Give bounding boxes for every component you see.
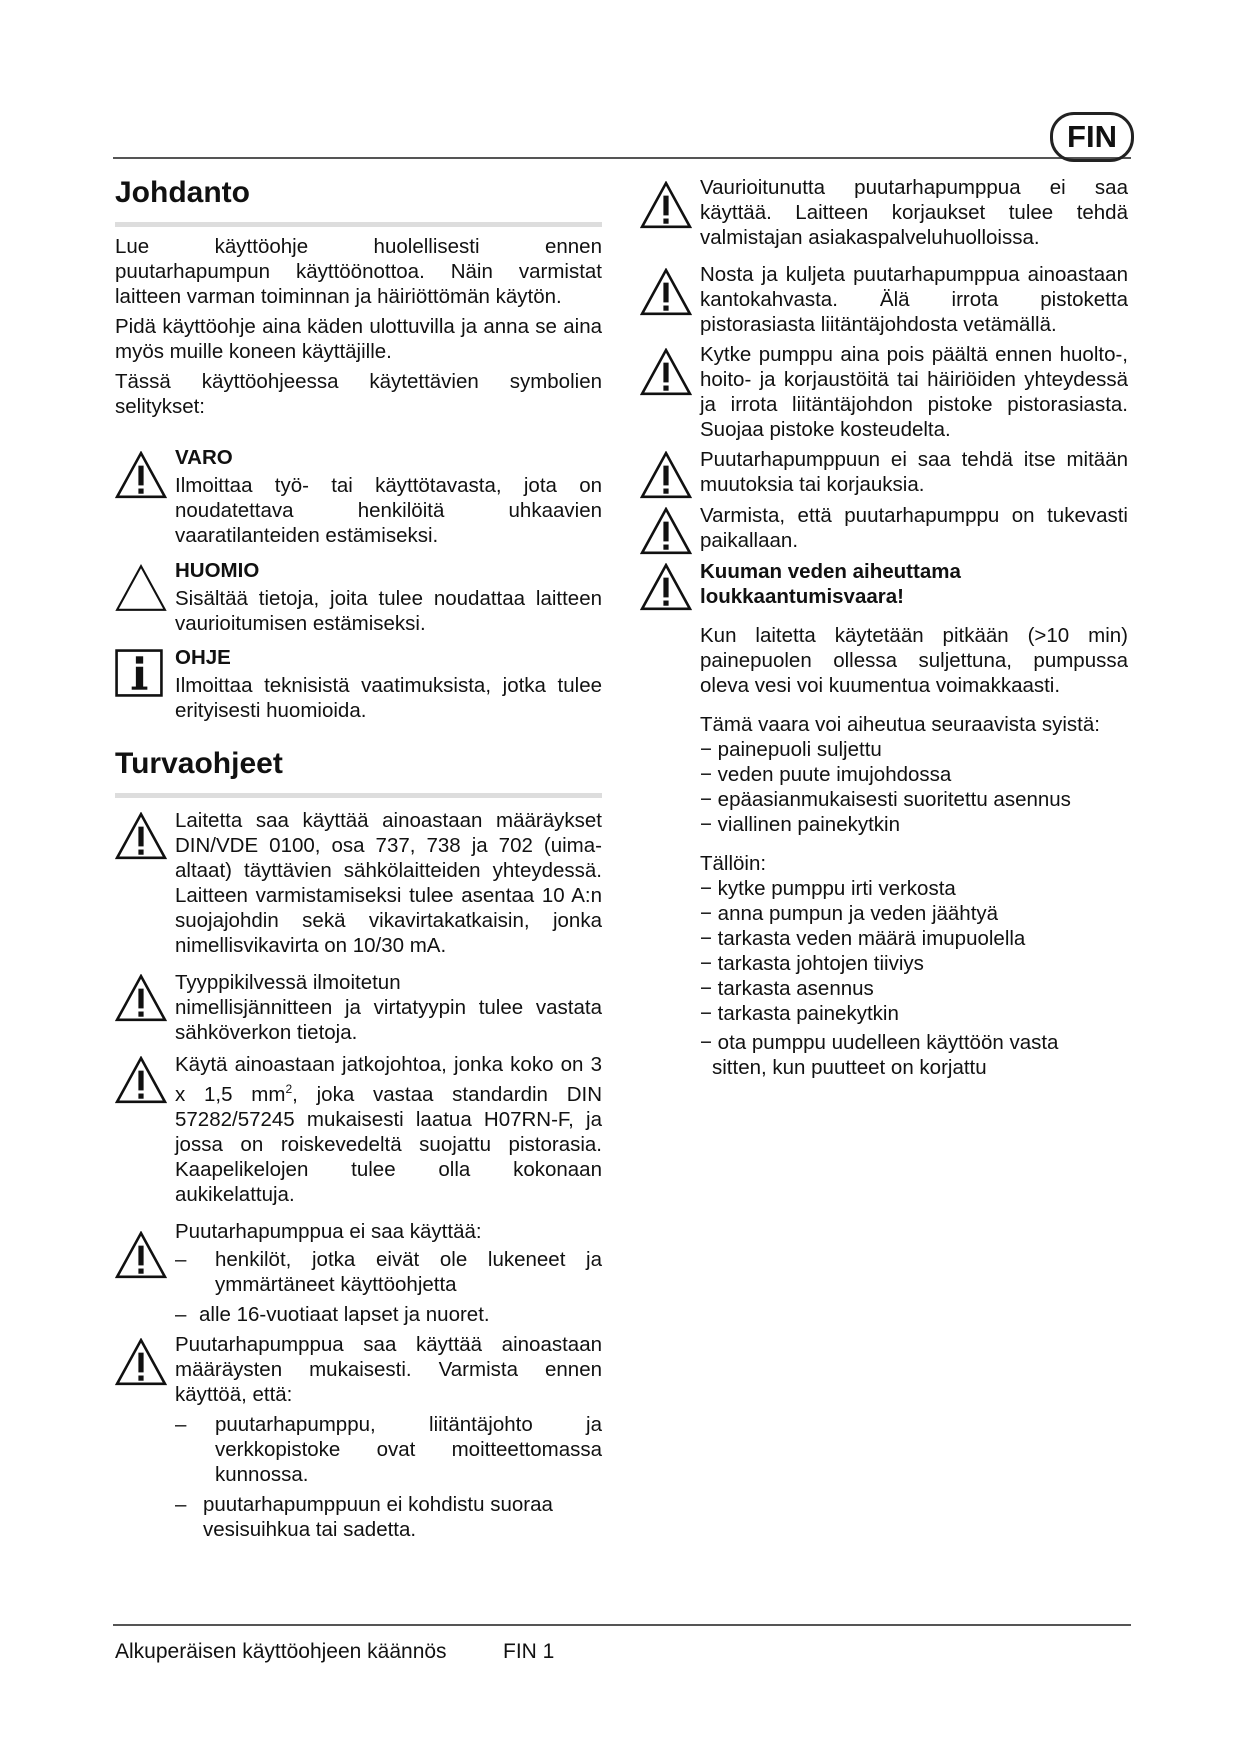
safety-item-5: [115, 1332, 602, 1542]
intro-paragraph-1b: puutarhapumpun käyttöönottoa. Näin varmistat laitteen varman toiminnan ja häiriöttömän käytön.: [115, 260, 602, 308]
warning-icon: [640, 507, 692, 555]
action-item: − kytke pumppu irti verkosta: [700, 877, 956, 900]
intro-paragraph-3: Tässä käyttöohjeessa käytettävien symbolien selitykset:: [115, 370, 602, 418]
right-item-1: [640, 175, 1128, 250]
safety-heading: Turvaohjeet: [115, 747, 283, 780]
warning-icon: [640, 451, 692, 499]
dash-bullet: –: [175, 1247, 187, 1271]
safety-item-4: [115, 1219, 602, 1327]
dash-bullet: –: [175, 1302, 187, 1326]
hot-water-warning-title: Kuuman veden aiheuttama loukkaantumisvaara!: [700, 560, 961, 608]
safety-text-2b: nimellisjännitteen ja virtatyypin tulee vastata sähköverkon tietoja.: [175, 996, 602, 1044]
right-text-4: Puutarhapumppuun ei saa tehdä itse mitään muutoksia tai korjauksia.: [700, 448, 1128, 496]
action-item: − tarkasta painekytkin: [700, 1002, 899, 1025]
right-item-3: [640, 342, 1128, 442]
safety-item-1: [115, 808, 602, 958]
page-number: FIN 1: [503, 1640, 555, 1663]
ohje-title: OHJE: [175, 646, 231, 669]
safety-5-bullet-1: [175, 1412, 602, 1487]
warning-icon: [640, 348, 692, 396]
symbol-varo: [115, 445, 602, 548]
safety-text-2a: Tyyppikilvessä ilmoitetun: [175, 971, 401, 994]
safety-text-3: [175, 1052, 602, 1207]
safety-text-3b: , joka vastaa standardin DIN 57282/57245 mukaisesti laatua H07RN-F, ja jossa on roiskevedeltä suojattu pistorasia. Kaapelikelojen tulee olla kokonaan aukikelattuja.: [175, 1082, 603, 1206]
intro-heading-bar: [115, 222, 602, 227]
safety-text-3-superscript: 2: [285, 1082, 293, 1096]
action-list: [700, 876, 1128, 1080]
language-badge: FIN: [1050, 112, 1134, 162]
huomio-title: HUOMIO: [175, 559, 260, 582]
intro-paragraph-1a: Lue käyttöohje huolellisesti ennen: [115, 235, 602, 258]
safety-4-bullet-2-text: alle 16-vuotiaat lapset ja nuoret.: [199, 1302, 490, 1326]
right-column: [640, 175, 1128, 1080]
safety-4-bullet-1-text: henkilöt, jotka eivät ole lukeneet ja ymmärtäneet käyttöohjetta: [215, 1247, 602, 1296]
safety-4-bullet-1: [175, 1247, 602, 1297]
footer-rule: [113, 1624, 1131, 1626]
right-item-4: [640, 447, 1128, 497]
right-text-2: Nosta ja kuljeta puutarhapumppua ainoastaan kantokahvasta. Älä irrota pistoketta pistorasiasta liitäntäjohdosta vetämällä.: [700, 263, 1128, 336]
right-item-6: [640, 559, 1128, 1080]
action-item: − ota pumppu uudelleen käyttöön vasta: [700, 1031, 1059, 1054]
safety-item-3: [115, 1052, 602, 1207]
symbol-ohje: [115, 645, 602, 723]
intro-heading: Johdanto: [115, 176, 250, 209]
dash-bullet: –: [175, 1412, 187, 1436]
right-text-1: Vaurioitunutta puutarhapumppua ei saa käyttää. Laitteen korjaukset tulee tehdä valmistajan asiakaspalveluhuolloissa.: [700, 176, 1128, 249]
warning-icon: [640, 268, 692, 316]
info-icon: [115, 649, 163, 697]
warning-icon: [115, 451, 167, 499]
hot-water-text-2: Tämä vaara voi aiheutua seuraavista syistä:: [700, 713, 1100, 736]
action-item: − tarkasta johtojen tiiviys: [700, 952, 924, 975]
intro-paragraph-2: Pidä käyttöohje aina käden ulottuvilla ja anna se aina myös muille koneen käyttäjille.: [115, 315, 602, 363]
safety-heading-bar: [115, 793, 602, 798]
warning-icon: [640, 181, 692, 229]
cause-item: − painepuoli suljettu: [700, 738, 882, 761]
varo-title: VARO: [175, 446, 233, 469]
safety-4-bullet-2: [175, 1302, 602, 1327]
warning-icon: [115, 1056, 167, 1104]
left-column: [115, 176, 602, 1542]
caution-icon: [115, 564, 167, 612]
huomio-text: Sisältää tietoja, joita tulee noudattaa laitteen vaurioitumisen estämiseksi.: [175, 587, 602, 635]
warning-icon: [115, 1231, 167, 1279]
warning-icon: [115, 1338, 167, 1386]
footer-text: Alkuperäisen käyttöohjeen käännös: [115, 1640, 447, 1663]
ohje-text: Ilmoittaa teknisistä vaatimuksista, jotka tulee erityisesti huomioida.: [175, 674, 602, 722]
varo-text: Ilmoittaa työ- tai käyttötavasta, jota on noudatettava henkilöitä uhkaavien vaaratilanteiden estämiseksi.: [175, 474, 602, 547]
safety-5-bullet-1-text: puutarhapumppu, liitäntäjohto ja verkkopistoke ovat moitteettomassa kunnossa.: [215, 1412, 602, 1486]
warning-icon: [115, 974, 167, 1022]
right-text-3: Kytke pumppu aina pois päältä ennen huolto-, hoito- ja korjaustöitä tai häiriöiden yhteydessä ja irrota liitäntäjohdon pistoke pistorasiasta. Suojaa pistoke kosteudelta.: [700, 343, 1128, 441]
cause-list: [700, 737, 1128, 837]
dash-bullet: –: [175, 1492, 187, 1516]
safety-text-4-intro: Puutarhapumppua ei saa käyttää:: [175, 1219, 482, 1243]
safety-text-1: Laitetta saa käyttää ainoastaan määräykset DIN/VDE 0100, osa 737, 738 ja 702 (uima-altaat) täyttävien sähkölaitteiden yhteydessä. Laitteen varmistamiseksi tulee asentaa 10 A:n suojajohdin sekä vikavirtakatkaisin, jonka nimellisvikavirta on 10/30 mA.: [175, 809, 602, 957]
warning-icon: [115, 812, 167, 860]
cause-item: − veden puute imujohdossa: [700, 763, 952, 786]
right-text-5: Varmista, että puutarhapumppu on tukevasti paikallaan.: [700, 504, 1128, 552]
header-rule: [113, 157, 1131, 159]
action-item: − tarkasta asennus: [700, 977, 874, 1000]
safety-5-bullet-2: [175, 1492, 602, 1542]
action-item: − anna pumpun ja veden jäähtyä: [700, 902, 999, 925]
safety-item-2: [115, 970, 602, 1045]
cause-item: − viallinen painekytkin: [700, 813, 900, 836]
safety-5-bullet-2-text: puutarhapumppuun ei kohdistu suoraa vesisuihkua tai sadetta.: [203, 1492, 553, 1541]
cause-item: − epäasianmukaisesti suoritettu asennus: [700, 788, 1071, 811]
then-label: Tällöin:: [700, 852, 767, 875]
safety-text-3a: Käytä ainoastaan jatkojohtoa, jonka koko on 3 x 1,5 mm: [175, 1053, 602, 1106]
right-item-2: [640, 262, 1128, 337]
action-item-continued: sitten, kun puutteet on korjattu: [712, 1056, 987, 1079]
action-item: − tarkasta veden määrä imupuolella: [700, 927, 1026, 950]
warning-icon: [640, 563, 692, 611]
symbol-huomio: [115, 558, 602, 636]
right-item-5: [640, 503, 1128, 553]
hot-water-text-1: Kun laitetta käytetään pitkään (>10 min) painepuolen ollessa suljettuna, pumpussa oleva vesi voi kuumentua voimakkaasti.: [700, 624, 1128, 697]
safety-text-5-intro: Puutarhapumppua saa käyttää ainoastaan määräysten mukaisesti. Varmista ennen käyttöä, että:: [175, 1332, 602, 1406]
